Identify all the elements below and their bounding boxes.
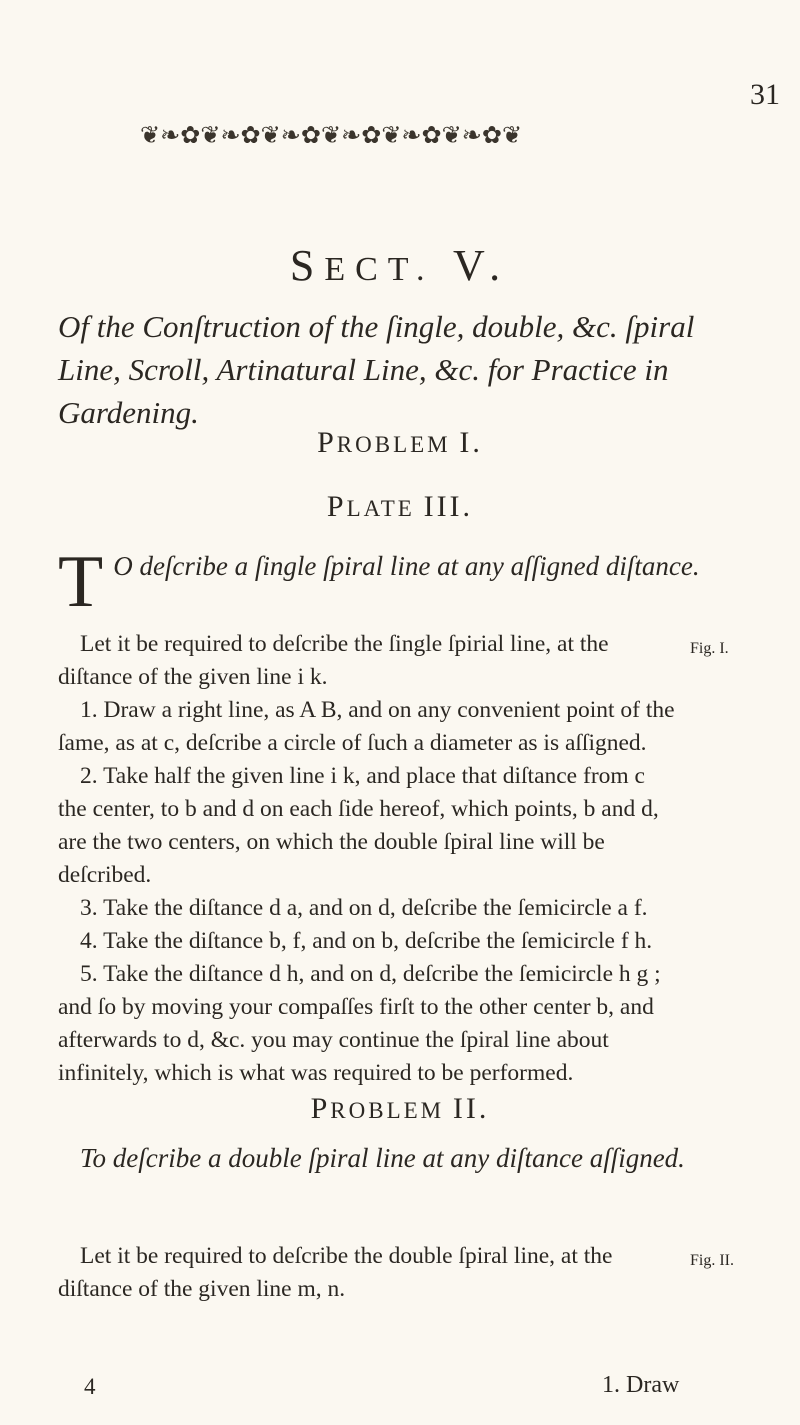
- problem-1-statement: [58, 541, 758, 623]
- problem-1-cap: P: [317, 426, 337, 459]
- problem-1-text: O deſcribe a ſingle ſpiral line at any aſſigned diſtance.: [113, 551, 700, 581]
- paragraph: 3. Take the diſtance d a, and on d, deſcribe the ſemicircle a f.: [80, 895, 648, 921]
- problem-1-heading: [0, 426, 800, 460]
- paragraph: 1. Draw a right line, as A B, and on any convenient point of the ſame, as at c, deſcribe a circle of ſuch a diameter as is aſſigned.: [58, 697, 675, 756]
- decorative-ornament-band: ❦❧✿❦❧✿❦❧✿❦❧✿❦❧✿❦❧✿❦: [140, 122, 523, 149]
- problem-1-body: [58, 628, 678, 1090]
- paragraph: 2. Take half the given line i k, and place that diſtance from c the center, to b and d on each ſide hereof, which points, b and d, are the two centers, on which the double ſpiral line will be deſcribed.: [58, 763, 659, 888]
- plate-heading: [0, 490, 800, 524]
- catchword: 1. Draw: [602, 1372, 680, 1398]
- plate-cap: P: [326, 490, 347, 523]
- problem-2-statement: To deſcribe a double ſpiral line at any diſtance aſſigned.: [80, 1143, 685, 1173]
- plate-numeral: III.: [423, 490, 474, 523]
- problem-2-heading: [0, 1092, 800, 1126]
- paragraph: Let it be required to deſcribe the ſingle ſpirial line, at the diſtance of the given line i k.: [58, 631, 609, 690]
- problem-2-body: [58, 1240, 678, 1306]
- section-word: ECT.: [324, 251, 435, 288]
- signature-mark: 4: [84, 1374, 96, 1399]
- figure-1-margin-note: Fig. I.: [690, 640, 729, 657]
- problem-2-numeral: II.: [452, 1092, 490, 1125]
- plate-word: LATE: [346, 496, 415, 521]
- section-title: Of the Conſtruction of the ſingle, double, &c. ſpiral Line, Scroll, Artinatural Line, &c. for Practice in Gardening.: [58, 309, 695, 430]
- problem-1-numeral: I.: [459, 426, 483, 459]
- section-prefix: S: [289, 241, 325, 290]
- paragraph: Let it be required to deſcribe the double ſpiral line, at the diſtance of the given line m, n.: [58, 1243, 613, 1302]
- section-heading: [0, 240, 800, 291]
- paragraph: 4. Take the diſtance b, f, and on b, deſcribe the ſemicircle f h.: [80, 928, 653, 954]
- problem-1-word: ROBLEM: [336, 432, 451, 457]
- problem-2-cap: P: [310, 1092, 331, 1125]
- problem-2-word: ROBLEM: [330, 1098, 445, 1123]
- paragraph: 5. Take the diſtance d h, and on d, deſcribe the ſemicircle h g ; and ſo by moving your compaſſes firſt to the other center b, and afterwards to d, &c. you may continue the ſpiral line about infinitely, which is what was required to be performed.: [58, 961, 661, 1086]
- page-number: 31: [750, 78, 780, 111]
- drop-cap: T: [58, 541, 104, 623]
- figure-2-margin-note: Fig. II.: [690, 1252, 734, 1269]
- section-numeral: V.: [453, 241, 511, 290]
